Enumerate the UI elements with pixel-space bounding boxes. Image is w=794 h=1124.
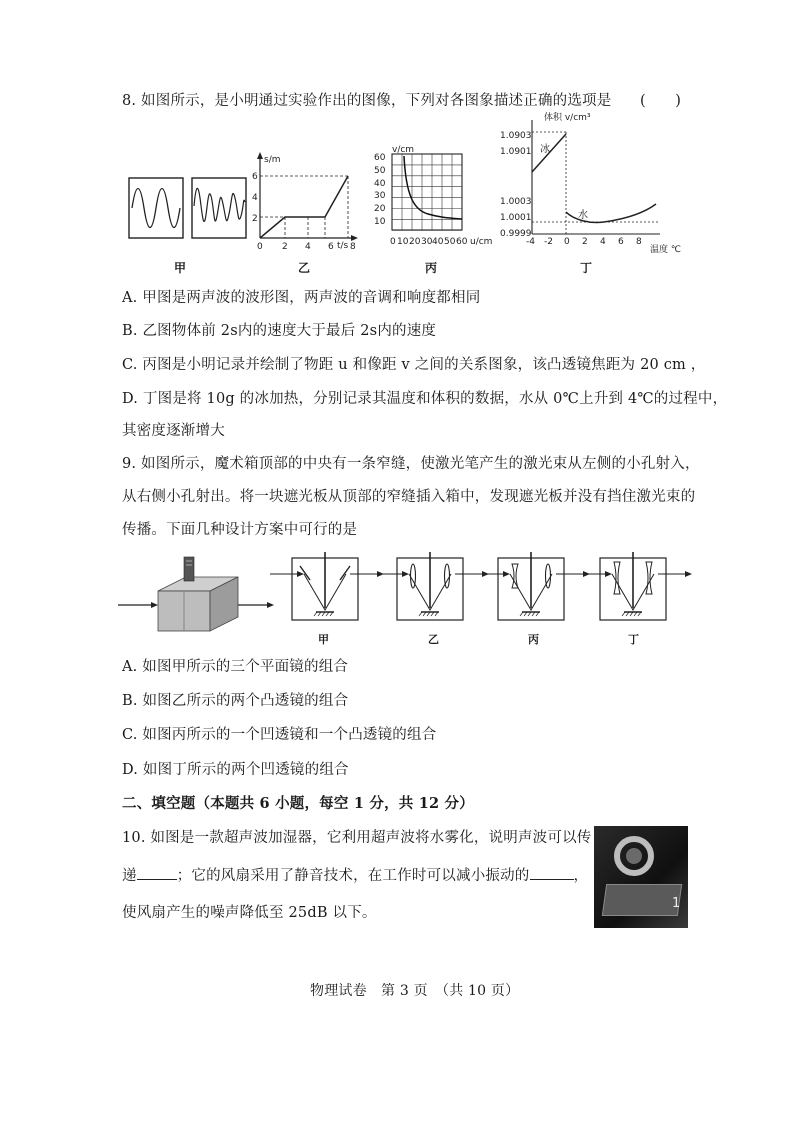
q8-yi-xtick: 0 (257, 242, 263, 252)
q8-ding-ytick: 1.0001 (500, 213, 532, 223)
q8-bing-ytick: 50 (374, 166, 386, 176)
q8-bing-xtick: 60 (456, 237, 468, 247)
q10-answer-blank-2[interactable] (530, 879, 574, 880)
q8-ding-ytick: 1.0901 (500, 147, 532, 157)
q8-ding-xtick: -2 (544, 237, 553, 247)
q8-ding-xtick: -4 (526, 237, 535, 247)
q8-option-a: A. 甲图是两声波的波形图，两声波的音调和响度都相同 (122, 290, 481, 306)
q8-yi-xlabel: t/s (337, 241, 349, 251)
q10-line3: 使风扇产生的噪声降低至 25dB 以下。 (122, 905, 377, 921)
q10-line2-end: ， (573, 868, 589, 884)
q10-line1: 10. 如图是一款超声波加湿器，它利用超声波将水雾化，说明声波可以传 (122, 830, 592, 846)
page-footer: 物理试卷 第 3 页 （共 10 页） (310, 983, 520, 999)
q8-bing-ylabel: v/cm (392, 145, 415, 155)
q8-yi-ylabel: s/m (264, 155, 281, 165)
q8-bing-ytick: 30 (374, 191, 386, 201)
q8-ding-xtick: 4 (600, 237, 606, 247)
q9-option-c: C. 如图丙所示的一个凹透镜和一个凸透镜的组合 (122, 727, 437, 743)
q8-answer-bracket: ( ) (640, 93, 682, 109)
q9-fig-label-bing: 丙 (528, 633, 539, 646)
q8-yi-xtick: 4 (305, 242, 311, 252)
q8-yi-xtick: 8 (350, 242, 356, 252)
q8-ding-xtick: 0 (564, 237, 570, 247)
q10-line2 (122, 864, 588, 885)
q8-figure-yi (250, 150, 360, 250)
q8-figure-ding (500, 112, 681, 255)
convex-lens (546, 564, 551, 588)
q9-fig-label-ding: 丁 (628, 633, 639, 646)
q9-magic-box-figure (118, 553, 278, 635)
q8-yi-xtick: 2 (282, 242, 288, 252)
convex-lens (411, 564, 416, 588)
q9-design-schemes (270, 552, 690, 632)
q8-bing-ytick: 20 (374, 204, 386, 214)
q8-yi-xtick: 6 (328, 242, 334, 252)
mirror-hatch (314, 612, 317, 616)
laser-arrow (503, 571, 510, 577)
laser-arrow (685, 571, 692, 577)
q8-ding-xlabel: 温度 ℃ (650, 245, 681, 255)
laser-arrow (402, 571, 409, 577)
q10-answer-blank-1[interactable] (137, 879, 177, 880)
laser-arrow (297, 571, 304, 577)
convex-lens (445, 564, 450, 588)
humidifier-photo (594, 826, 688, 928)
q8-fig-label-ding: 丁 (580, 261, 593, 275)
q8-fig-label-yi: 乙 (298, 261, 311, 275)
q9-stem-line1: 9. 如图所示，魔术箱顶部的中央有一条窄缝，使激光笔产生的激光束从左侧的小孔射入， (122, 456, 700, 472)
q10-line2-start: 递 (122, 868, 137, 884)
q8-ding-ytick: 0.9999 (500, 229, 532, 239)
q10-line2-mid: ；它的风扇采用了静音技术，在工作时可以减小振动的 (176, 868, 530, 884)
q8-option-c: C. 丙图是小明记录并绘制了物距 u 和像距 v 之间的关系图象，该凸透镜焦距为 20 cm ， (122, 357, 706, 373)
q8-yi-ytick: 2 (252, 214, 258, 224)
q8-figure-bing (370, 146, 500, 246)
q8-bing-xtick: 20 (409, 237, 421, 247)
q8-yi-ytick: 4 (252, 193, 258, 203)
q8-figure-jia (128, 176, 248, 240)
q8-yi-ytick: 6 (252, 172, 258, 182)
mirror-hatch (419, 612, 422, 616)
q9-stem-line3: 传播。下面几种设计方案中可行的是 (122, 522, 358, 538)
laser-arrow (605, 571, 612, 577)
q8-bing-xtick: 0 (390, 237, 396, 247)
q8-option-b: B. 乙图物体前 2s内的速度大于最后 2s内的速度 (122, 323, 437, 339)
q8-ding-xtick: 8 (636, 237, 642, 247)
mirror-hatch (622, 612, 625, 616)
q9-stem-line2: 从右侧小孔射出。将一块遮光板从顶部的窄缝插入箱中，发现遮光板并没有挡住激光束的 (122, 489, 696, 505)
q8-stem: 8. 如图所示，是小明通过实验作出的图像，下列对各图象描述正确的选项是 (122, 93, 612, 109)
q8-option-d-cont: 其密度逐渐增大 (122, 423, 225, 439)
plane-mirror (340, 566, 350, 580)
concave-lens (512, 564, 518, 588)
section-heading: 二、填空题（本题共 6 小题，每空 1 分，共 12 分） (122, 795, 474, 812)
q8-bing-xlabel: u/cm (470, 237, 493, 247)
q8-fig-label-jia: 甲 (174, 261, 187, 275)
q8-ding-ytick: 1.0003 (500, 197, 532, 207)
q8-bing-ytick: 60 (374, 153, 386, 163)
q8-bing-xtick: 40 (432, 237, 444, 247)
q8-bing-xtick: 30 (421, 237, 433, 247)
q8-ding-water-label: 水 (578, 210, 588, 221)
q8-bing-ytick: 40 (374, 179, 386, 189)
q8-ding-xtick: 6 (618, 237, 624, 247)
q8-ding-ytick: 1.0903 (500, 131, 532, 141)
q8-fig-label-bing: 丙 (425, 261, 438, 275)
q8-bing-xtick: 10 (397, 237, 409, 247)
photo-digit: 1 (672, 896, 681, 911)
q8-ding-ice-label: 冰 (540, 144, 550, 155)
q8-ding-xtick: 2 (582, 237, 588, 247)
base-block (602, 884, 682, 916)
q8-bing-ytick: 10 (374, 217, 386, 227)
q8-option-d: D. 丁图是将 10g 的冰加热，分别记录其温度和体积的数据，水从 0℃上升到 4℃的过程中， (122, 391, 728, 407)
q8-ding-ylabel: 体积 v/cm³ (544, 113, 591, 123)
fan-center (626, 848, 642, 864)
q9-option-b: B. 如图乙所示的两个凸透镜的组合 (122, 693, 349, 709)
q9-option-d: D. 如图丁所示的两个凹透镜的组合 (122, 762, 349, 778)
q9-fig-label-jia: 甲 (318, 633, 329, 646)
mirror-hatch (520, 612, 523, 616)
q8-bing-xtick: 50 (444, 237, 456, 247)
q9-fig-label-yi: 乙 (428, 633, 439, 646)
q9-option-a: A. 如图甲所示的三个平面镜的组合 (122, 659, 349, 675)
